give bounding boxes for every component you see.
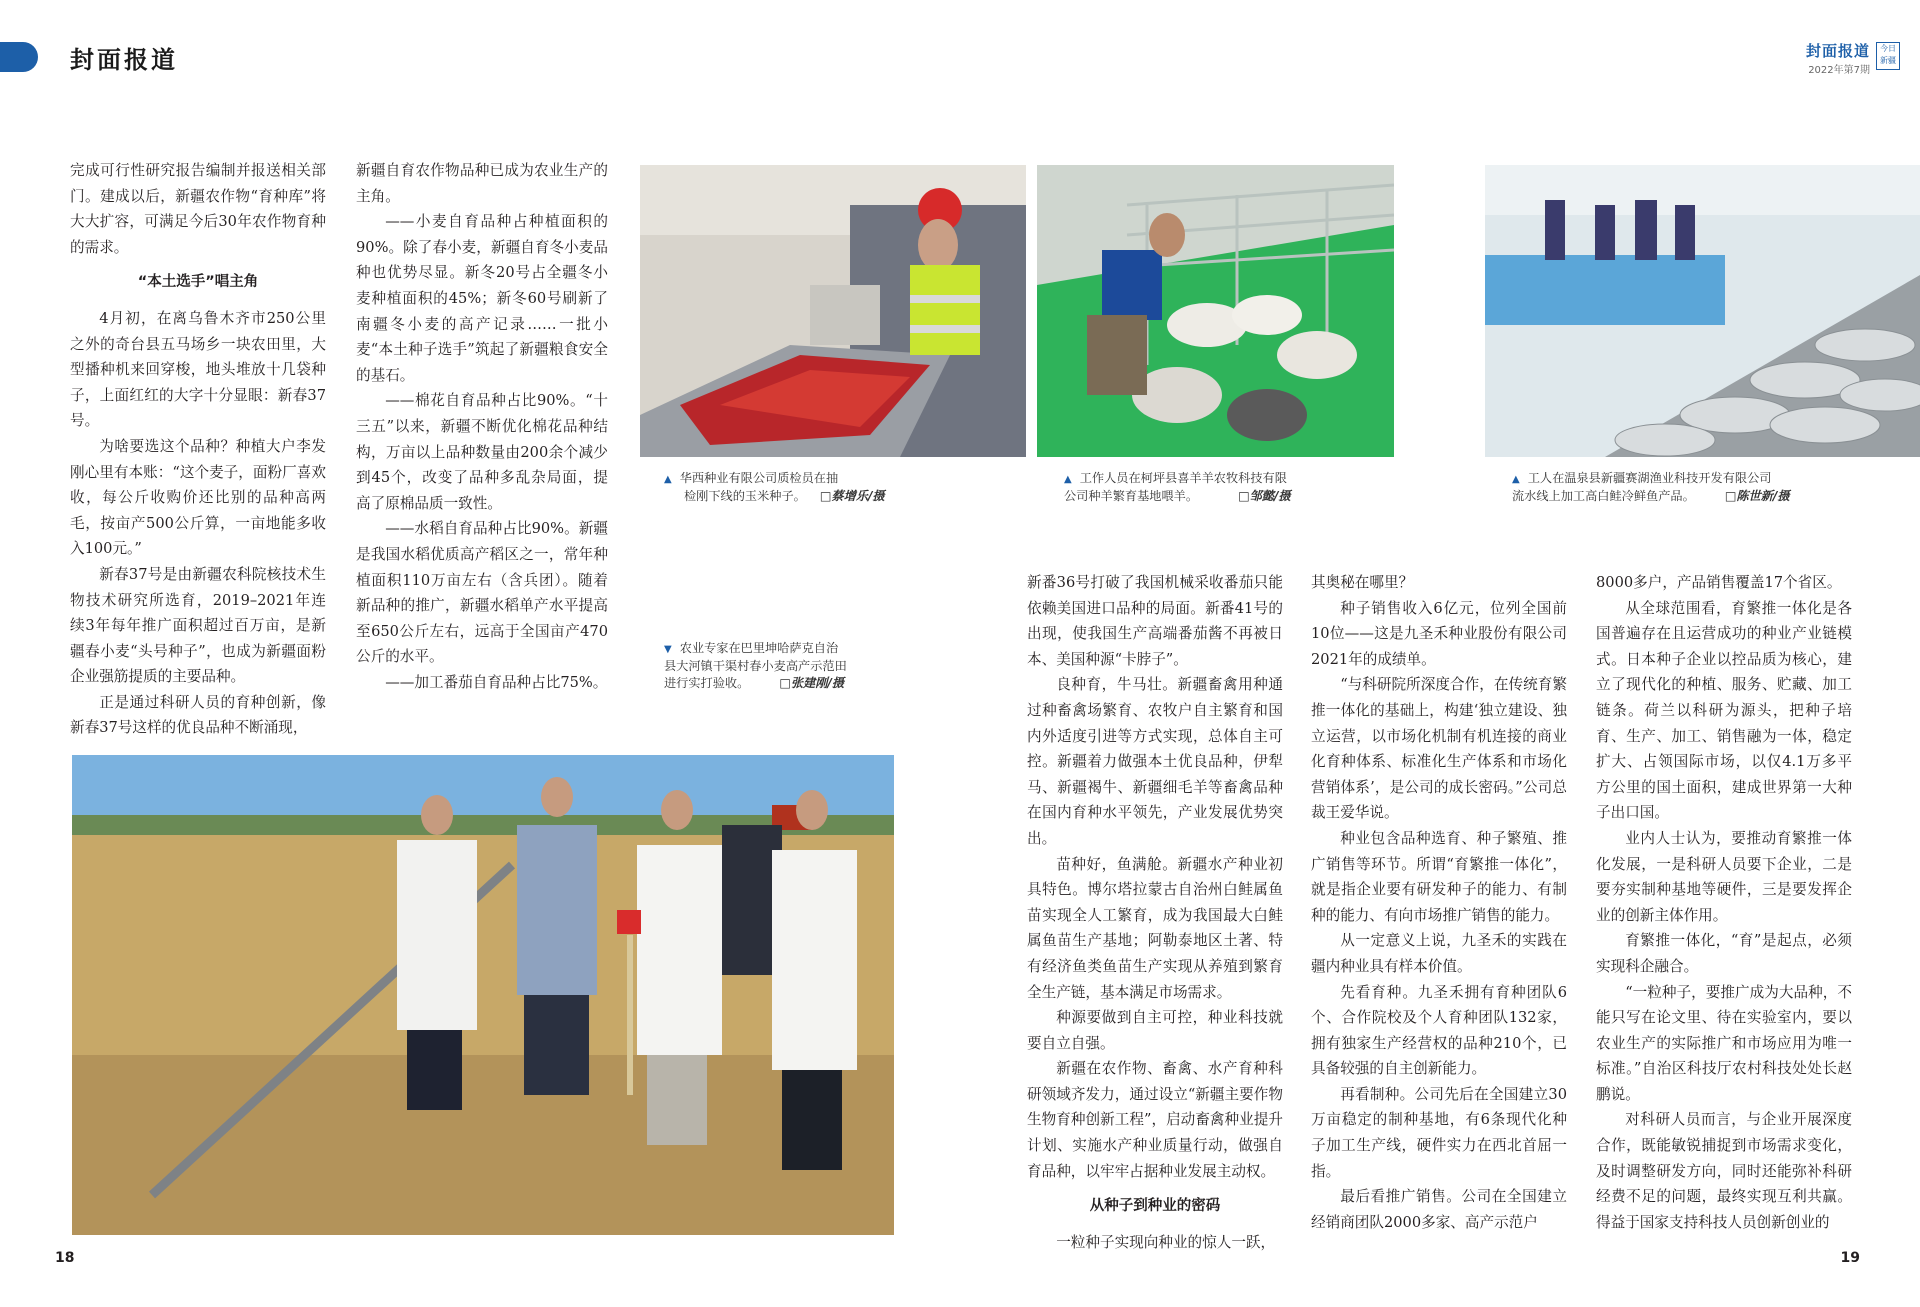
paragraph: 其奥秘在哪里？ bbox=[1311, 574, 1414, 591]
paragraph: 新疆自育农作物品种已成为农业生产的主角。 bbox=[356, 162, 608, 205]
caption-text: 进行实打验收。 bbox=[664, 676, 750, 690]
caption-corn bbox=[664, 470, 1024, 505]
triangle-up-icon: ▲ bbox=[1512, 474, 1520, 485]
caption-text: 工人在温泉县新疆赛湖渔业科技开发有限公司 bbox=[1527, 471, 1772, 485]
caption-text: 工作人员在柯坪县喜羊羊农牧科技有限 bbox=[1079, 471, 1287, 485]
paragraph: 种子销售收入6亿元，位列全国前10位——这是九圣禾种业股份有限公司2021年的成绩单。 bbox=[1311, 599, 1567, 668]
magazine-brand bbox=[1806, 40, 1870, 76]
text-column-2 bbox=[356, 158, 608, 695]
text-column-5 bbox=[1596, 570, 1852, 1235]
paragraph: “一粒种子，要推广成为大品种，不能只写在论文里、待在实验室内，要以农业生产的实际推广和市场应用为唯一标准。”自治区科技厅农村科技处处长赵鹏说。 bbox=[1596, 983, 1852, 1103]
triangle-up-icon: ▲ bbox=[1064, 474, 1072, 485]
caption-text: 公司种羊繁育基地喂羊。 bbox=[1064, 489, 1199, 503]
paragraph: 良种育，牛马壮。新疆畜禽用种通过种畜禽场繁育、农牧户自主繁育和国内外适度引进等方式实现，总体自主可控。新疆着力做强本土优良品种，伊犁马、新疆褐牛、新疆细毛羊等畜禽品种在国内育种水平领先，产业发展优势突出。 bbox=[1027, 676, 1283, 847]
page-number-left: 18 bbox=[55, 1250, 75, 1266]
paragraph: 新春37号是由新疆农科院核技术生物技术研究所选育，2019–2021年连续3年每年推广面积超过百万亩，是新疆春小麦“头号种子”，也成为新疆面粉企业强筋提质的主要品种。 bbox=[70, 565, 326, 686]
caption-text: 农业专家在巴里坤哈萨克自治 bbox=[679, 641, 839, 655]
paragraph: 对科研人员而言，与企业开展深度合作，既能敏锐捕捉到市场需求变化，及时调整研发方向，同时还能弥补科研经费不足的问题，最终实现互利共赢。得益于国家支持科技人员创新创业的 bbox=[1596, 1111, 1852, 1231]
text-column-1 bbox=[70, 158, 326, 741]
paragraph: ——加工番茄自育品种占比75%。 bbox=[385, 673, 608, 691]
text-column-3 bbox=[1027, 570, 1283, 1255]
magazine-badge: 今日 新疆 bbox=[1876, 42, 1900, 70]
paragraph: 种源要做到自主可控，种业科技就要自立自强。 bbox=[1027, 1009, 1283, 1052]
paragraph: 再看制种。公司先后在全国建立30万亩稳定的制种基地，有6条现代化种子加工生产线，硬件实力在西北首屈一指。 bbox=[1311, 1085, 1567, 1180]
photo-credit: □陈世新/摄 bbox=[1724, 489, 1790, 503]
header-color-tab bbox=[0, 42, 38, 72]
caption-sheep bbox=[1064, 470, 1394, 505]
paragraph: 新番36号打破了我国机械采收番茄只能依赖美国进口品种的局面。新番41号的出现，使我国生产高端番茄酱不再被日本、美国种源“卡脖子”。 bbox=[1027, 574, 1283, 668]
caption-text: 县大河镇干渠村春小麦高产示范田 bbox=[664, 659, 847, 673]
photo-credit: □蔡增乐/摄 bbox=[819, 489, 885, 503]
paragraph: “与科研院所深度合作，在传统育繁推一体化的基础上，构建‘独立建设、独立运营，以市场化机制有机连接的商业化育种体系、标准化生产体系和市场化营销体系’，是公司的成长密码。”公司总裁王爱华说。 bbox=[1311, 676, 1567, 822]
photo-sheep-feeding bbox=[1037, 165, 1394, 457]
triangle-up-icon: ▲ bbox=[664, 474, 672, 485]
paragraph: 最后看推广销售。公司在全国建立经销商团队2000多家、高产示范户 bbox=[1311, 1188, 1567, 1231]
caption-fish bbox=[1512, 470, 1912, 505]
subheading: “本土选手”唱主角 bbox=[137, 274, 259, 291]
caption-text: 流水线上加工高白鲑冷鲜鱼产品。 bbox=[1512, 489, 1695, 503]
paragraph: 育繁推一体化，“育”是起点，必须实现科企融合。 bbox=[1596, 932, 1852, 975]
paragraph: 从一定意义上说，九圣禾的实践在疆内种业具有样本价值。 bbox=[1311, 932, 1567, 975]
paragraph: 为啥要选这个品种？种植大户李发刚心里有本账：“这个麦子，面粉厂喜欢收，每公斤收购价还比别的品种高两毛，按亩产500公斤算，一亩地能多收入100元。” bbox=[70, 437, 326, 558]
triangle-down-icon: ▼ bbox=[664, 644, 672, 655]
text-column-4 bbox=[1311, 570, 1567, 1235]
issue-number: 2022年第7期 bbox=[1808, 65, 1870, 76]
caption-wheat bbox=[664, 640, 1024, 692]
paragraph: 苗种好，鱼满舱。新疆水产种业初具特色。博尔塔拉蒙古自治州白鲑属鱼苗实现全人工繁育，成为我国最大白鲑属鱼苗生产基地；阿勒泰地区土著、特有经济鱼类鱼苗生产实现从养殖到繁育全生产链，基本满足市场需求。 bbox=[1027, 855, 1283, 1001]
photo-corn-seed-inspection bbox=[640, 165, 1026, 457]
paragraph: 种业包含品种选育、种子繁殖、推广销售等环节。所谓“育繁推一体化”，就是指企业要有研发种子的能力、有制种的能力、有向市场推广销售的能力。 bbox=[1311, 829, 1567, 924]
paragraph: 业内人士认为，要推动育繁推一体化发展，一是科研人员要下企业，二是要夯实制种基地等硬件，三是要发挥企业的创新主体作用。 bbox=[1596, 829, 1852, 924]
paragraph: 正是通过科研人员的育种创新，像新春37号这样的优良品种不断涌现， bbox=[70, 693, 326, 737]
paragraph: 一粒种子实现向种业的惊人一跃， bbox=[1056, 1233, 1276, 1251]
paragraph: ——小麦自育品种占种植面积的90%。除了春小麦，新疆自育冬小麦品种也优势尽显。新冬20号占全疆冬小麦种植面积的45%；新冬60号刷新了南疆冬小麦的高产记录……一批小麦“本土种子选手”筑起了新疆粮食安全的基石。 bbox=[356, 213, 608, 384]
photo-wheat-field-acceptance bbox=[72, 755, 894, 1235]
paragraph: 4月初，在离乌鲁木齐市250公里之外的奇台县五马场乡一块农田里，大型播种机来回穿梭，地头堆放十几袋种子，上面红红的大字十分显眼：新春37号。 bbox=[70, 309, 326, 430]
photo-credit: □张建刚/摄 bbox=[779, 676, 845, 690]
paragraph: 从全球范围看，育繁推一体化是各国普遍存在且运营成功的种业产业链模式。日本种子企业以控品质为核心，建立了现代化的种植、服务、贮藏、加工链条。荷兰以科研为源头，把种子培育、生产、加工、销售融为一体，稳定扩大、占领国际市场，以仅4.1万多平方公里的国土面积，建成世界第一大种子出口国。 bbox=[1596, 599, 1852, 822]
paragraph: 新疆在农作物、畜禽、水产育种科研领域齐发力，通过设立“新疆主要作物生物育种创新工程”，启动畜禽种业提升计划、实施水产种业质量行动，做强自育品种，以牢牢占据种业发展主动权。 bbox=[1027, 1060, 1283, 1180]
paragraph: 8000多户，产品销售覆盖17个省区。 bbox=[1596, 574, 1842, 591]
paragraph: ——棉花自育品种占比90%。“十三五”以来，新疆不断优化棉花品种结构，万亩以上品种数量由200余个减少到45个，改变了品种多乱杂局面，提高了原棉品质一致性。 bbox=[356, 392, 608, 512]
photo-credit: □邹懿/摄 bbox=[1238, 489, 1291, 503]
brand-name: 封面报道 bbox=[1805, 42, 1870, 60]
paragraph: ——水稻自育品种占比90%。新疆是我国水稻优质高产稻区之一，常年种植面积110万亩左右（含兵团）。随着新品种的推广，新疆水稻单产水平提高至650公斤左右，远高于全国亩产470公斤的水平。 bbox=[356, 520, 608, 666]
page-number-right: 19 bbox=[1840, 1250, 1860, 1266]
subheading: 从种子到种业的密码 bbox=[1089, 1198, 1221, 1215]
paragraph: 完成可行性研究报告编制并报送相关部门。建成以后，新疆农作物“育种库”将大大扩容，可满足今后30年农作物育种的需求。 bbox=[70, 162, 326, 256]
caption-text: 华西种业有限公司质检员在抽 bbox=[679, 471, 839, 485]
section-title: 封面报道 bbox=[70, 45, 178, 74]
photo-fish-processing bbox=[1485, 165, 1920, 457]
paragraph: 先看育种。九圣禾拥有育种团队6个、合作院校及个人育种团队132家，拥有独家生产经营权的品种210个，已具备较强的自主创新能力。 bbox=[1311, 983, 1567, 1078]
caption-text: 检刚下线的玉米种子。 bbox=[684, 489, 806, 503]
